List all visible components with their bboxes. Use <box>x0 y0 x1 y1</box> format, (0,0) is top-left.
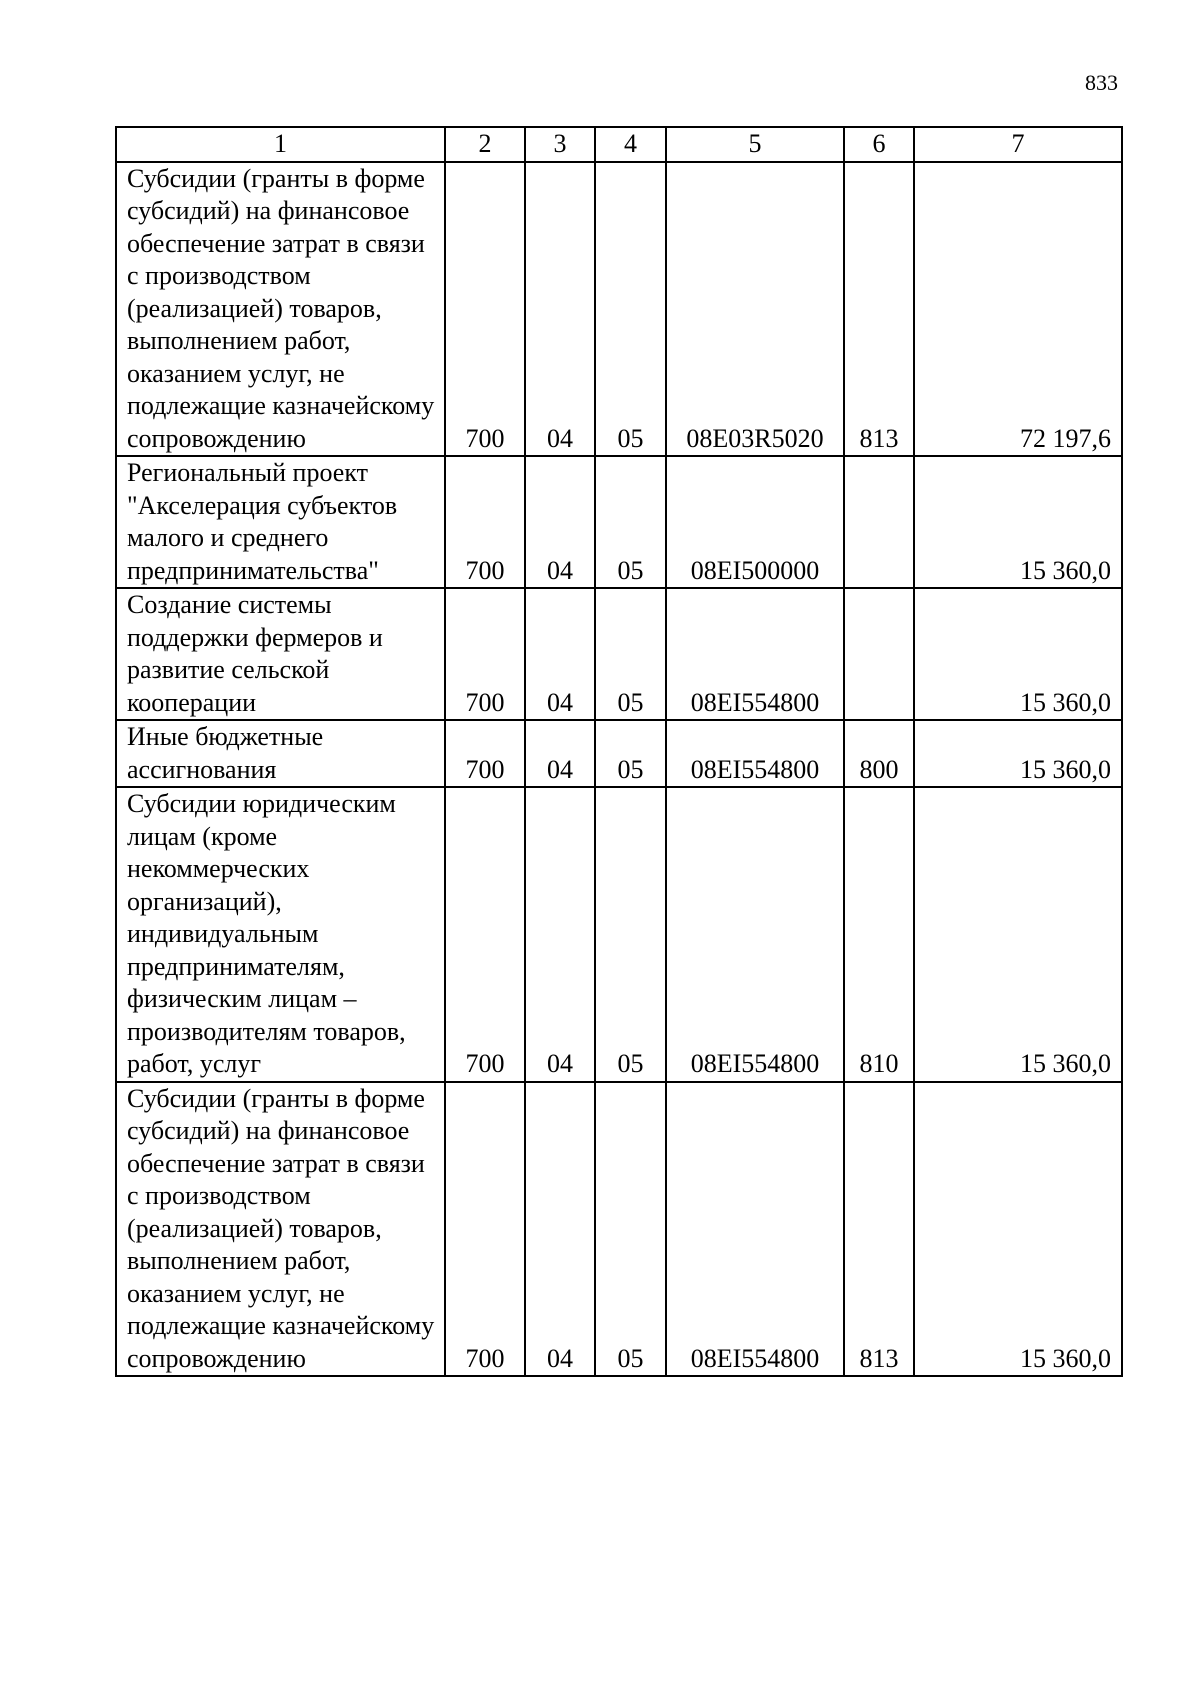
row-code-6-cell: 800 <box>844 720 914 787</box>
row-code-3-cell: 04 <box>525 162 595 457</box>
budget-table <box>115 126 1123 1377</box>
row-code-2-cell: 700 <box>445 162 525 457</box>
row-name-cell: Субсидии юридическим лицам (кроме некоммерческих организаций), индивидуальным предпринимателям, физическим лицам – производителям товаров, работ, услуг <box>116 787 445 1082</box>
header-col-7: 7 <box>914 127 1122 162</box>
row-code-2-cell: 700 <box>445 1082 525 1377</box>
header-col-5: 5 <box>666 127 844 162</box>
row-code-2-cell: 700 <box>445 787 525 1082</box>
row-code-4-cell: 05 <box>595 787 666 1082</box>
row-name-cell: Субсидии (гранты в форме субсидий) на финансовое обеспечение затрат в связи с производством (реализацией) товаров, выполнением работ, оказанием услуг, не подлежащие казначейскому сопровождению <box>116 1082 445 1377</box>
row-name-cell: Региональный проект "Акселерация субъектов малого и среднего предпринимательства" <box>116 456 445 588</box>
row-code-5-cell: 08ЕI554800 <box>666 720 844 787</box>
row-amount-cell: 15 360,0 <box>914 456 1122 588</box>
header-col-3: 3 <box>525 127 595 162</box>
row-code-6-cell <box>844 456 914 588</box>
row-amount-cell: 15 360,0 <box>914 588 1122 720</box>
row-code-6-cell: 810 <box>844 787 914 1082</box>
row-code-5-cell: 08ЕI554800 <box>666 1082 844 1377</box>
row-code-6-cell: 813 <box>844 162 914 457</box>
header-col-1: 1 <box>116 127 445 162</box>
row-amount-cell: 72 197,6 <box>914 162 1122 457</box>
header-col-4: 4 <box>595 127 666 162</box>
row-code-2-cell: 700 <box>445 588 525 720</box>
header-col-2: 2 <box>445 127 525 162</box>
row-code-5-cell: 08ЕI500000 <box>666 456 844 588</box>
page-number: 833 <box>1085 70 1118 95</box>
row-name-cell: Иные бюджетные ассигнования <box>116 720 445 787</box>
row-code-6-cell: 813 <box>844 1082 914 1377</box>
table-row <box>116 1082 1122 1377</box>
row-amount-cell: 15 360,0 <box>914 787 1122 1082</box>
row-code-4-cell: 05 <box>595 1082 666 1377</box>
row-code-3-cell: 04 <box>525 588 595 720</box>
row-name-cell: Создание системы поддержки фермеров и развитие сельской кооперации <box>116 588 445 720</box>
row-code-2-cell: 700 <box>445 720 525 787</box>
row-code-4-cell: 05 <box>595 720 666 787</box>
row-code-3-cell: 04 <box>525 456 595 588</box>
row-amount-cell: 15 360,0 <box>914 1082 1122 1377</box>
row-code-3-cell: 04 <box>525 720 595 787</box>
row-code-6-cell <box>844 588 914 720</box>
table-row <box>116 787 1122 1082</box>
row-code-3-cell: 04 <box>525 1082 595 1377</box>
row-code-5-cell: 08Е03R5020 <box>666 162 844 457</box>
row-code-4-cell: 05 <box>595 588 666 720</box>
row-name-cell: Субсидии (гранты в форме субсидий) на финансовое обеспечение затрат в связи с производством (реализацией) товаров, выполнением работ, оказанием услуг, не подлежащие казначейскому сопровождению <box>116 162 445 457</box>
table-row <box>116 162 1122 457</box>
header-col-6: 6 <box>844 127 914 162</box>
row-code-2-cell: 700 <box>445 456 525 588</box>
row-code-5-cell: 08ЕI554800 <box>666 588 844 720</box>
row-code-3-cell: 04 <box>525 787 595 1082</box>
row-amount-cell: 15 360,0 <box>914 720 1122 787</box>
table-row <box>116 456 1122 588</box>
table-row <box>116 720 1122 787</box>
table-row <box>116 588 1122 720</box>
row-code-5-cell: 08ЕI554800 <box>666 787 844 1082</box>
header-row <box>116 127 1122 162</box>
row-code-4-cell: 05 <box>595 456 666 588</box>
row-code-4-cell: 05 <box>595 162 666 457</box>
